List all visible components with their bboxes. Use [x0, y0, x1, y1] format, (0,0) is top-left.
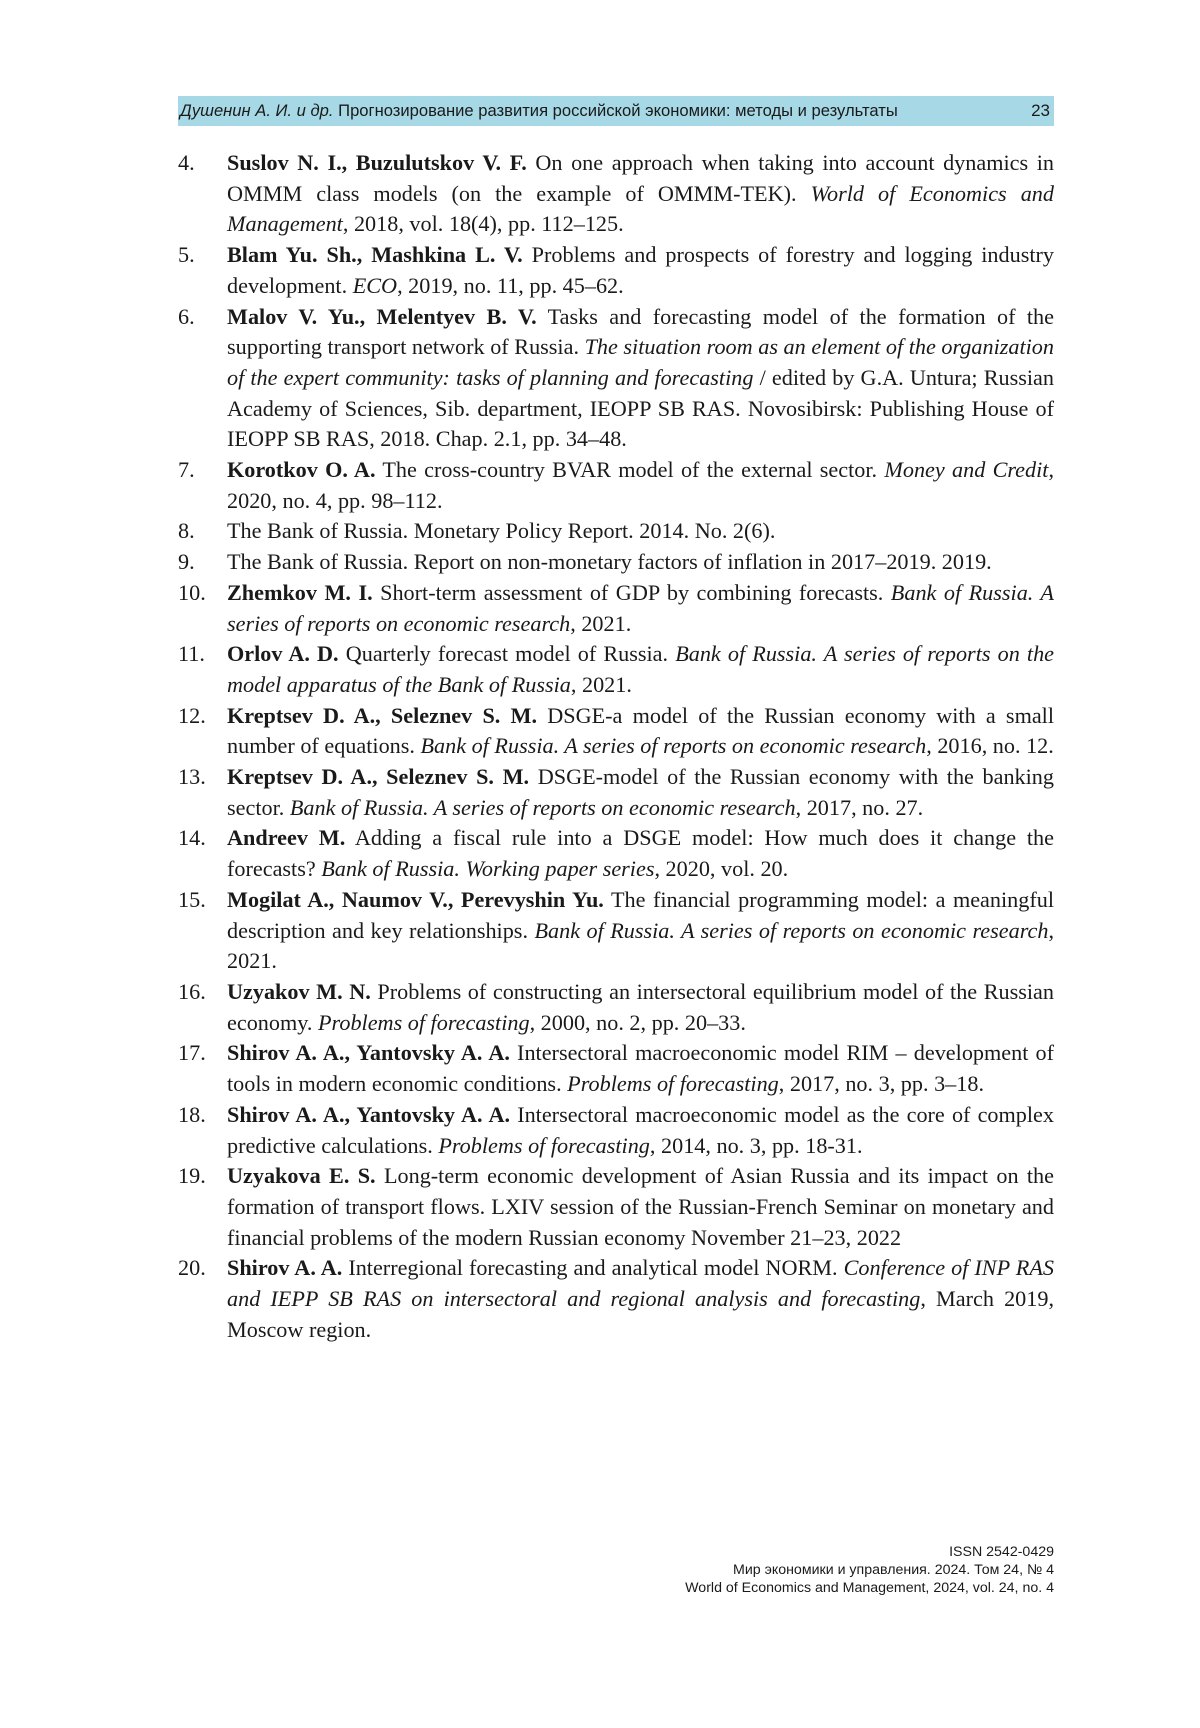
reference-authors: Blam Yu. Sh., Mashkina L. V. [227, 242, 523, 268]
reference-title: Problems of constructing an intersectoral equilibrium model of the Russian economy. [227, 978, 1054, 1035]
reference-item [178, 240, 1054, 301]
reference-title: Problems and prospects of forestry and logging industry development. [227, 242, 1054, 298]
reference-authors: Zhemkov M. I. [227, 579, 373, 605]
reference-details: , 2018, vol. 18(4), pp. 112–125. [342, 211, 624, 237]
reference-authors: Korotkov O. A. [227, 457, 376, 483]
header-title: Прогнозирование развития российской экономики: методы и результаты [338, 101, 898, 120]
reference-details: , 2021. [570, 610, 632, 636]
reference-item [178, 148, 1054, 240]
reference-title: Long-term economic development of Asian Russia and its impact on the formation of transport flows. LXIV session of the Russian-French Seminar on monetary and financial problems of the modern Russian economy November 21–23, 2022 [227, 1163, 1054, 1250]
reference-text [227, 762, 1054, 823]
reference-item [178, 1038, 1054, 1099]
reference-details: , 2000, no. 2, pp. 20–33. [529, 1009, 746, 1035]
reference-text [227, 1253, 1054, 1345]
footer-issn: ISSN 2542-0429 [949, 1544, 1054, 1560]
reference-number: 4. [178, 150, 195, 175]
reference-item [178, 639, 1054, 700]
reference-text [227, 1100, 1054, 1161]
reference-title: DSGE-model of the Russian economy with the banking sector. [227, 764, 1054, 820]
reference-text [227, 823, 1054, 884]
footer-journal-ru: Мир экономики и управления. 2024. Том 24, № 4 [733, 1562, 1054, 1579]
reference-item [178, 1100, 1054, 1161]
reference-authors: Shirov A. A., Yantovsky A. A. [227, 1101, 511, 1127]
reference-details: , 2020, vol. 20. [654, 856, 789, 882]
reference-text [227, 455, 1054, 516]
reference-item [178, 516, 1054, 547]
reference-number: 12. [178, 702, 206, 728]
reference-text [227, 977, 1054, 1038]
reference-source: Problems of forecasting [567, 1071, 779, 1097]
reference-item [178, 578, 1054, 639]
reference-authors: Kreptsev D. A., Seleznev S. M. [227, 702, 538, 728]
reference-title: The Bank of Russia. Monetary Policy Report. 2014. No. 2(6). [227, 518, 776, 544]
running-title [180, 101, 898, 121]
header-authors: Душенин А. И. и др. [180, 101, 334, 120]
reference-details: , March 2019, Moscow region. [227, 1286, 1054, 1342]
reference-source: Problems of forecasting [317, 1009, 530, 1035]
reference-details: , 2019, no. 11, pp. 45–62. [397, 272, 624, 298]
reference-number: 10. [178, 579, 206, 605]
reference-list [178, 148, 1054, 1345]
reference-source: Bank of Russia. Working paper series [321, 856, 655, 882]
reference-source: World of Economics and Management [227, 180, 1054, 237]
reference-details: , 2017, no. 3, pp. 3–18. [778, 1071, 984, 1097]
reference-number: 6. [178, 303, 195, 329]
reference-authors: Orlov A. D. [227, 641, 339, 667]
reference-authors: Andreev M. [227, 825, 346, 851]
reference-source: Problems of forecasting [438, 1132, 650, 1158]
reference-title: Short-term assessment of GDP by combining forecasts. [372, 579, 891, 605]
reference-text [227, 148, 1054, 240]
reference-title: Interregional forecasting and analytical model NORM. [342, 1255, 844, 1281]
reference-number: 13. [178, 764, 206, 790]
reference-authors: Uzyakova E. S. [227, 1163, 376, 1189]
reference-number: 8. [178, 518, 195, 544]
page-number: 23 [1031, 101, 1050, 120]
reference-number: 16. [178, 978, 206, 1004]
reference-number: 20. [178, 1255, 206, 1281]
reference-item [178, 547, 1054, 578]
reference-text [227, 302, 1054, 456]
footer-journal-en: World of Economics and Management, 2024, vol. 24, no. 4 [685, 1580, 1054, 1597]
reference-title: The financial programming model: a meaningful description and key relationships. [227, 886, 1054, 943]
reference-source: Bank of Russia. A series of reports on economic research [420, 733, 927, 759]
reference-text [227, 240, 1054, 301]
reference-details: , 2020, no. 4, pp. 98–112. [227, 457, 1054, 513]
reference-number: 15. [178, 886, 206, 912]
reference-number: 14. [178, 825, 206, 851]
reference-number: 17. [178, 1040, 206, 1066]
reference-text [227, 1161, 1054, 1253]
reference-text [227, 1038, 1054, 1099]
reference-authors: Malov V. Yu., Melentyev B. V. [227, 303, 537, 329]
reference-item [178, 302, 1054, 456]
reference-item [178, 701, 1054, 762]
reference-title: Tasks and forecasting model of the formation of the supporting transport network of Russia. [227, 303, 1054, 360]
reference-item [178, 823, 1054, 884]
reference-details: , 2017, no. 27. [795, 794, 924, 820]
reference-text [227, 547, 1054, 578]
journal-footer [685, 1543, 1054, 1598]
reference-title: The Bank of Russia. Report on non-monetary factors of inflation in 2017–2019. 2019. [227, 549, 992, 575]
reference-title: DSGE-a model of the Russian economy with a small number of equations. [227, 702, 1055, 759]
reference-item [178, 977, 1054, 1038]
reference-number: 11. [178, 641, 205, 667]
reference-number: 5. [178, 242, 195, 268]
running-header [178, 96, 1054, 126]
reference-number: 18. [178, 1101, 206, 1127]
reference-number: 9. [178, 549, 195, 575]
reference-source: The situation room as an element of the organization of the expert community: tasks of planning and forecasting [227, 334, 1054, 390]
reference-item [178, 762, 1054, 823]
reference-text [227, 639, 1054, 700]
reference-item [178, 455, 1054, 516]
reference-details: , 2021. [570, 671, 632, 697]
reference-details: , 2014, no. 3, pp. 18-31. [649, 1132, 863, 1158]
reference-source: Bank of Russia. A series of reports on economic research [534, 917, 1049, 943]
reference-item [178, 885, 1054, 977]
reference-authors: Kreptsev D. A., Seleznev S. M. [227, 764, 530, 790]
reference-number: 7. [178, 457, 195, 483]
reference-source: Bank of Russia. A series of reports on economic research [289, 794, 796, 820]
reference-authors: Mogilat A., Naumov V., Perevyshin Yu. [227, 886, 604, 912]
reference-source: ECO [352, 272, 398, 298]
reference-source: Money and Credit [884, 457, 1049, 483]
reference-authors: Shirov A. A., Yantovsky A. A. [227, 1040, 510, 1066]
reference-source: Bank of Russia. A series of reports on economic research [227, 579, 1054, 636]
reference-authors: Uzyakov M. N. [227, 978, 371, 1004]
reference-source: Bank of Russia. A series of reports on the model apparatus of the Bank of Russia [227, 641, 1055, 697]
reference-title: Quarterly forecast model of Russia. [338, 641, 676, 667]
reference-details: , 2016, no. 12. [926, 733, 1054, 759]
reference-item [178, 1253, 1054, 1345]
reference-title: Intersectoral macroeconomic model as the core of complex predictive calculations. [227, 1101, 1054, 1158]
reference-text [227, 578, 1054, 639]
reference-details: / edited by G.A. Untura; Russian Academy of Sciences, Sib. department, IEOPP SB RAS. Novosibirsk: Publishing House of IEOPP SB RAS, 2018. Chap. 2.1, pp. 34–48. [227, 364, 1054, 452]
reference-number: 19. [178, 1163, 206, 1189]
reference-text [227, 701, 1054, 762]
reference-title: The cross-country BVAR model of the external sector. [375, 457, 885, 483]
reference-text [227, 885, 1054, 977]
reference-item [178, 1161, 1054, 1253]
reference-title: Adding a fiscal rule into a DSGE model: How much does it change the forecasts? [227, 825, 1054, 882]
reference-authors: Shirov A. A. [227, 1255, 343, 1281]
reference-text [227, 516, 1054, 547]
reference-title: On one approach when taking into account dynamics in OMMM class models (on the example of OMMM-TEK). [227, 150, 1054, 206]
reference-title: Intersectoral macroeconomic model RIM – development of tools in modern economic conditions. [227, 1040, 1054, 1097]
reference-source: Conference of INP RAS and IEPP SB RAS on intersectoral and regional analysis and forecasting [227, 1255, 1054, 1312]
reference-details: , 2021. [227, 917, 1054, 974]
reference-authors: Suslov N. I., Buzulutskov V. F. [227, 150, 527, 175]
